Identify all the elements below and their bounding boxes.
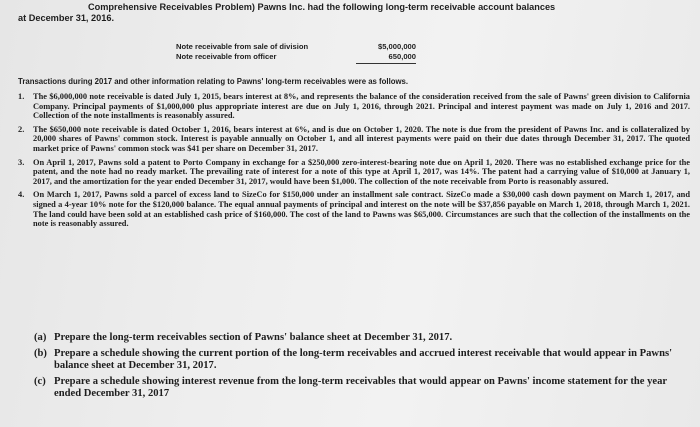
transaction-number: 2. [18, 124, 25, 134]
problem-heading: Comprehensive Receivables Problem) Pawns Inc. had the following long-term receivable account balances [88, 2, 556, 12]
transaction-text: The $6,000,000 note receivable is dated July 1, 2015, bears interest at 8%, and represents the balance of the consideration received from the sale of Pawns' green division to California Company. Principal payments of $1,000,000 plus appropriate interest are due on July 1, 2016, through 2021. Principal and interest payment was made on July 1, 2016 and 2017. Collection of the note installments is reasonably assured. [33, 92, 690, 121]
question-item [34, 376, 684, 401]
transaction-text: On March 1, 2017, Pawns sold a parcel of excess land to SizeCo for $150,000 under an installment sale contract. SizeCo made a $30,000 cash down payment on March 1, 2017, and signed a 4-year 10% note for the $120,000 balance. The equal annual payments of principal and interest on the note will be $37,856 payable on March 1, 2018, through March 1, 2021. The land could have been sold at an established cash price of $160,000. The cost of the land to Pawns was $65,000. Circumstances are such that the collection of the installments on the note is reasonably assured. [33, 190, 690, 229]
notes-row [176, 42, 416, 52]
notes-table [176, 42, 416, 64]
question-label: (b) [34, 347, 47, 359]
transaction-item [18, 158, 690, 187]
question-item [34, 348, 684, 373]
transaction-item [18, 190, 690, 228]
question-text: Prepare the long-term receivables section of Pawns' balance sheet at December 31, 2017. [54, 332, 453, 343]
transaction-item [18, 92, 690, 121]
notes-row [176, 52, 416, 64]
transactions-intro: Transactions during 2017 and other information relating to Pawns' long-term receivables were as follows. [18, 77, 409, 86]
notes-row-amount: 650,000 [356, 52, 416, 64]
notes-row-label: Note receivable from sale of division [176, 42, 309, 51]
transaction-number: 1. [18, 92, 25, 101]
question-text: Prepare a schedule showing interest revenue from the long-term receivables that would appear on Pawns' income statement for the year ended December 31, 2017 [54, 375, 667, 399]
question-label: (a) [34, 332, 47, 343]
problem-heading-date: at December 31, 2016. [18, 13, 115, 23]
question-label: (c) [34, 375, 46, 387]
question-text: Prepare a schedule showing the current portion of the long-term receivables and accrued interest receivable that would appear in Pawns' balance sheet at December 31, 2017. [54, 347, 673, 371]
questions-list [34, 332, 684, 404]
notes-row-label: Note receivable from officer [176, 52, 277, 61]
transaction-item [18, 125, 690, 154]
transaction-number: 3. [18, 157, 25, 167]
transactions-list [18, 92, 690, 233]
notes-row-amount: $5,000,000 [377, 42, 416, 51]
transaction-number: 4. [18, 190, 25, 200]
transaction-text: On April 1, 2017, Pawns sold a patent to Porto Company in exchange for a $250,000 zero-interest-bearing note due on April 1, 2020. There was no established exchange price for the patent, and the note had no ready market. The prevailing rate of interest for a note of this type at April 1, 2017, was 14%. The patent had a carrying value of $10,000 at January 1, 2017, and the amortization for the year ended December 31, 2017, would have been $1,000. The collection of the note receivable from Porto is reasonably assured. [33, 157, 690, 186]
transaction-text: The $650,000 note receivable is dated October 1, 2016, bears interest at 6%, and is due on October 1, 2020. The note is due from the president of Pawns Inc. and is collateralized by 20,000 shares of Pawns' common stock. Interest is payable annually on October 1, and all interest payments were paid on their due dates through December 31, 2017. The quoted market price of Pawns' common stock was $41 per share on December 31, 2017. [33, 124, 690, 153]
question-item [34, 332, 684, 345]
